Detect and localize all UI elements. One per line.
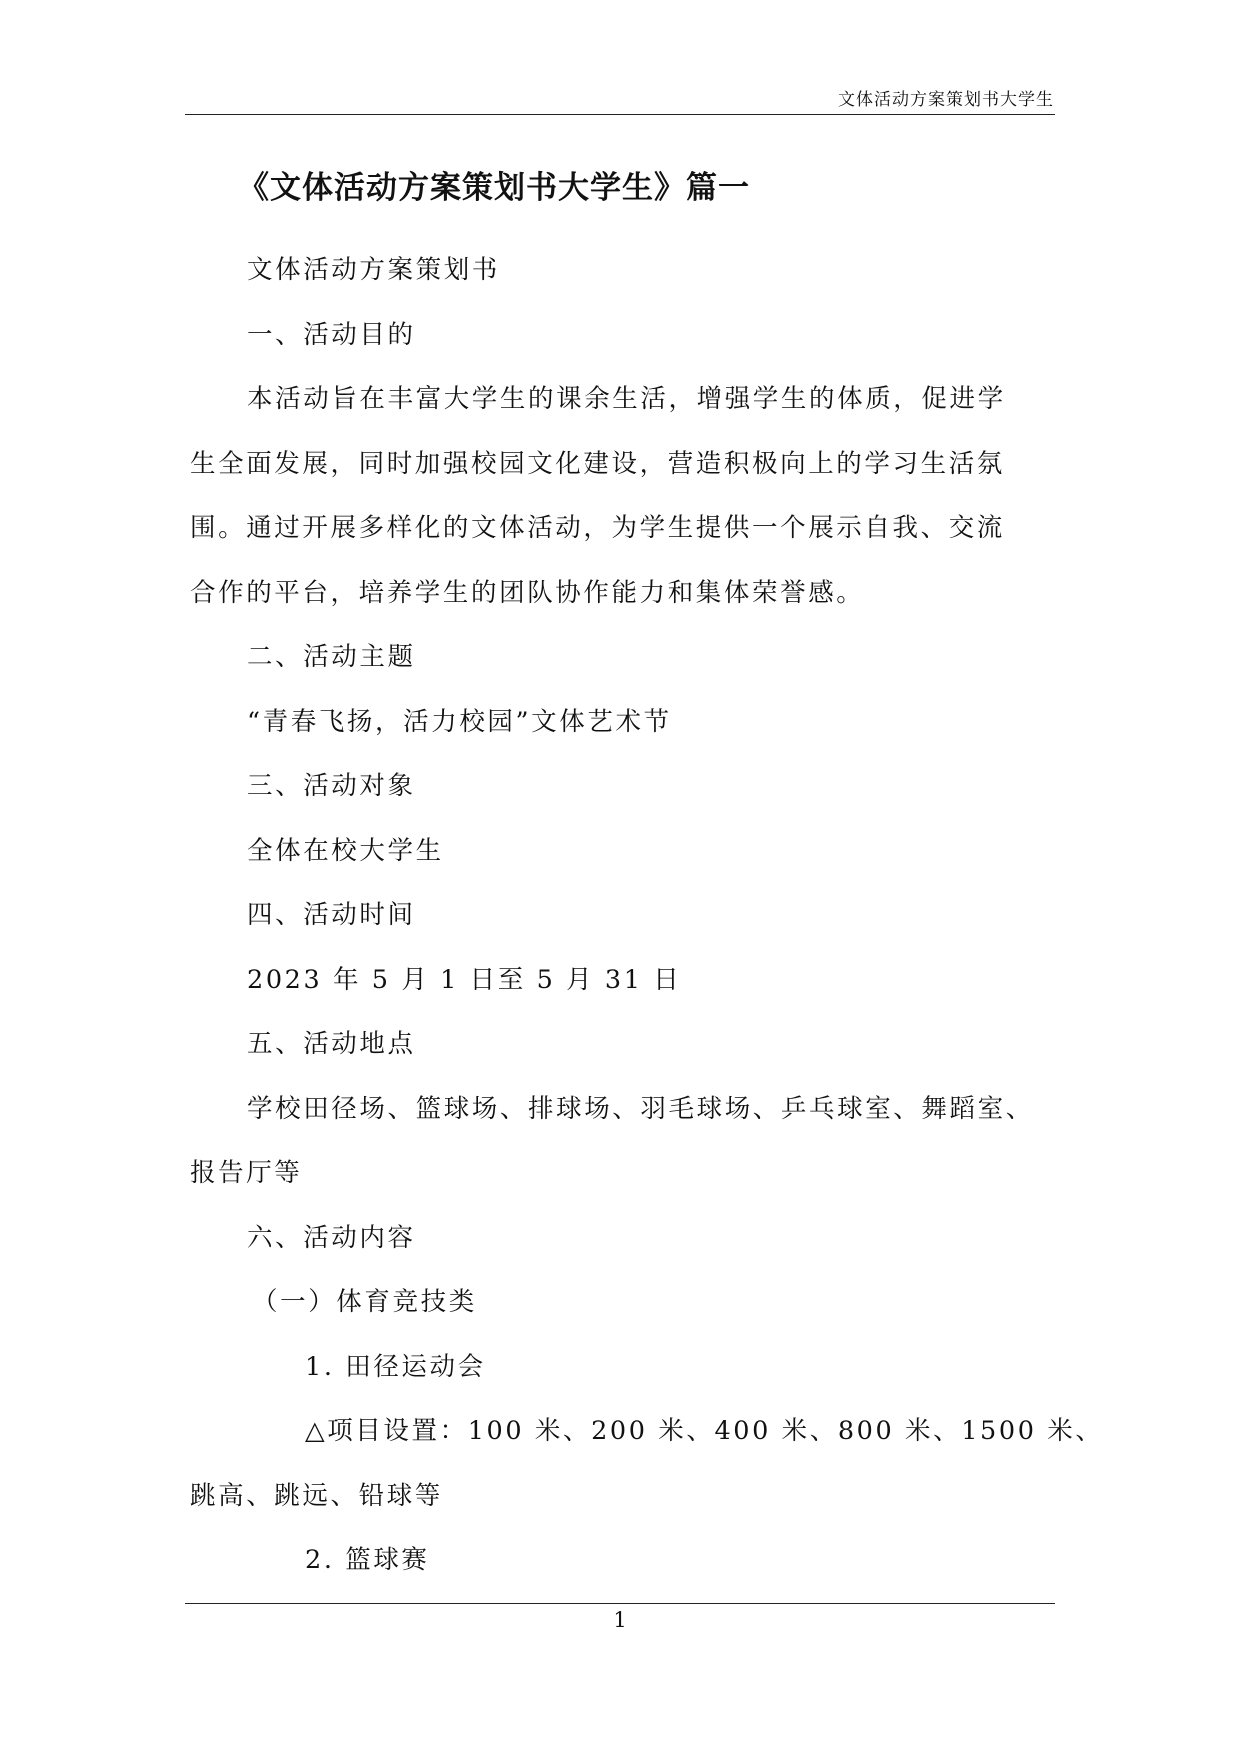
section-heading: 三、活动对象: [247, 771, 416, 801]
page-number: 1: [613, 1608, 627, 1632]
section-heading: 四、活动时间: [247, 900, 416, 930]
subsection-heading: （一）体育竞技类: [252, 1287, 477, 1317]
paragraph-line: 全体在校大学生: [247, 835, 444, 866]
document-title: 《文体活动方案策划书大学生》篇一: [238, 170, 750, 206]
section-heading: 五、活动地点: [247, 1029, 416, 1059]
section-heading: 二、活动主题: [247, 642, 416, 672]
paragraph-line: “青春飞扬，活力校园”文体艺术节: [247, 706, 672, 737]
paragraph-line: 文体活动方案策划书: [247, 255, 500, 285]
header-divider: [185, 114, 1055, 115]
section-heading: 六、活动内容: [247, 1222, 416, 1253]
list-item: 1. 田径运动会: [305, 1351, 486, 1382]
footer-divider: [185, 1603, 1055, 1604]
paragraph-line: 报告厅等: [190, 1158, 303, 1188]
document-body: [190, 238, 1104, 1593]
running-header: 文体活动方案策划书大学生: [838, 90, 1054, 110]
paragraph-line: 围。通过开展多样化的文体活动，为学生提供一个展示自我、交流: [190, 513, 1005, 543]
section-heading: 一、活动目的: [247, 319, 416, 350]
paragraph-line: 学校田径场、篮球场、排球场、羽毛球场、乒乓球室、舞蹈室、: [247, 1093, 1034, 1124]
paragraph-line: 合作的平台，培养学生的团队协作能力和集体荣誉感。: [190, 577, 865, 608]
paragraph-line: 跳高、跳远、铅球等: [190, 1480, 443, 1511]
paragraph-line: 生全面发展，同时加强校园文化建设，营造积极向上的学习生活氛: [190, 448, 1005, 479]
list-item: 2. 篮球赛: [305, 1545, 430, 1575]
paragraph-line: 本活动旨在丰富大学生的课余生活，增强学生的体质，促进学: [247, 384, 1006, 414]
paragraph-line: 2023 年 5 月 1 日至 5 月 31 日: [247, 964, 682, 995]
list-item: △项目设置：100 米、200 米、400 米、800 米、1500 米、: [305, 1416, 1104, 1446]
